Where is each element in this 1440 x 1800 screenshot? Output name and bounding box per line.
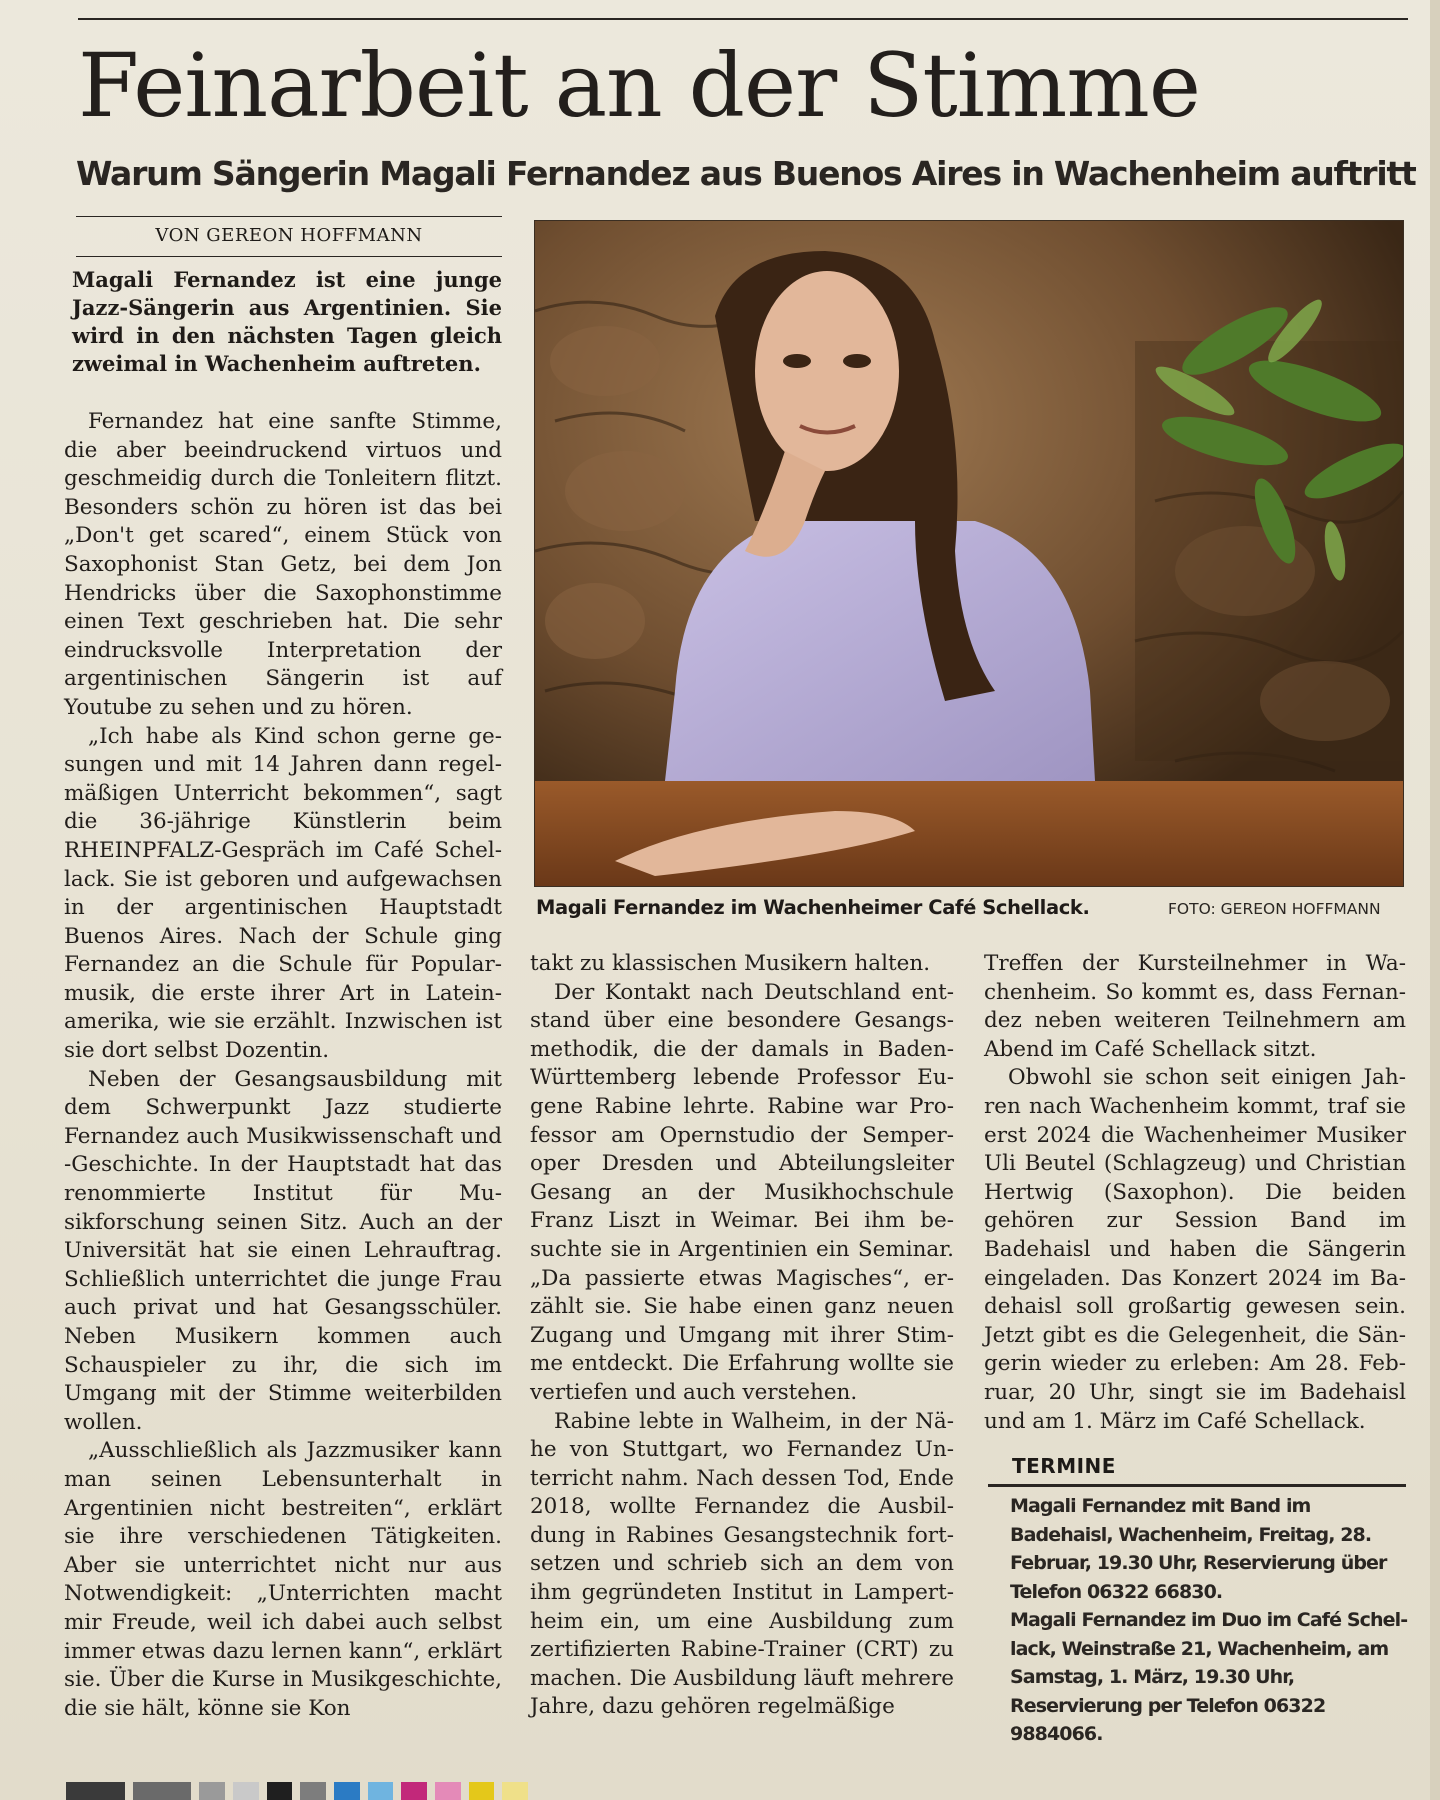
color-swatch [66,1782,125,1800]
color-swatch [133,1782,192,1800]
lead-paragraph: Magali Fernandez ist eine junge Jazz-Sängerin aus Argentinien. Sie wird in den nächsten Tagen gleich zweimal in Wachenheim auftreten. [72,267,502,376]
paragraph: Der Kontakt nach Deutschland entstand über eine besondere Gesangsmethodik, die der damals in Baden-Württemberg lebende Professor Eugene Rabine lehrte. Rabine war Professor am Opernstudio der Semperoper Dresden und Abteilungsleiter Gesang an der Musikhochschule Franz Liszt in Weimar. Bei ihm besuchte sie in Argentinien ein Seminar. „Da passierte etwas Magisches“, erzählt sie. Sie habe einen ganz neuen Zugang und Umgang mit ihrer Stimme entdeckt. Die Erfahrung wollte sie vertiefen und auch verstehen. [530,979,954,1405]
article-photo [534,220,1404,887]
termine-item: Magali Fernandez mit Band im Badehaisl, Wachenheim, Freitag, 28. Februar, 19.30 Uhr, Reservierung über Telefon 06322 66830. [1010,1495,1387,1603]
paragraph: Obwohl sie schon seit einigen Jahren nach Wachenheim kommt, traf sie erst 2024 die Wachenheimer Musiker Uli Beutel (Schlagzeug) und Christian Hertwig (Saxophon). Die beiden gehören zur Session Band im Badehaisl und haben die Sängerin eingeladen. Das Konzert 2024 im Badehaisl soll großartig gewesen sein. Jetzt gibt es die Gelegenheit, die Sängerin wieder zu erleben: Am 28. Februar, 20 Uhr, singt sie im Badehaisl und am 1. März im Café Schellack. [984,1065,1406,1434]
paragraph: „Ich habe als Kind schon gerne gesungen und mit 14 Jahren dann regelmäßigen Unterricht bekommen“, sagt die 36-jährige Künstlerin beim RHEINPFALZ-Gespräch im Café Schellack. Sie ist geboren und aufgewachsen in der argentinischen Hauptstadt Buenos Aires. Nach der Schule ging Fernandez an die Schule für Popularmusik, die erste ihrer Art in Lateinamerika, wie sie erzählt. Inzwischen ist sie dort selbst Dozentin. [64,723,502,1064]
article-column-1 [64,408,502,1723]
color-swatch [435,1782,461,1800]
photo-illustration [535,221,1403,886]
paragraph: Fernandez hat eine sanfte Stimme, die aber beeindruckend virtuos und geschmeidig durch die Tonleitern flitzt. Besonders schön zu hören ist das bei „Don't get scared“, einem Stück von Saxophonist Stan Getz, bei dem Jon Hendricks über die Saxophonstimme einen Text geschrieben hat. Die sehr eindrucksvolle Interpretation der argentinischen Sängerin ist auf Youtube zu sehen und zu hören. [64,409,502,720]
color-swatch [469,1782,495,1800]
color-swatch [300,1782,326,1800]
color-swatch [401,1782,427,1800]
photo-credit: FOTO: GEREON HOFFMANN [1168,900,1381,918]
paragraph: takt zu klassischen Musikern halten. [530,951,931,976]
article-column-3 [984,950,1406,1436]
paragraph: Neben der Gesangsausbildung mit dem Schwerpunkt Jazz studierte Fernandez auch Musikwissenschaft und -Geschichte. In der Hauptstadt hat das renommierte Institut für Musikforschung seinen Sitz. Auch an der Universität hat sie einen Lehrauftrag. Schließlich unterrichtet die junge Frau auch privat und hat Gesangsschüler. Neben Musikern kommen auch Schauspieler zu ihr, die sich im Umgang mit der Stimme weiterbilden wollen. [64,1066,502,1435]
color-swatch [199,1782,225,1800]
paragraph: Treffen der Kursteilnehmer in Wachenheim. So kommt es, dass Fernandez neben weiteren Teilnehmern am Abend im Café Schellack sitzt. [984,951,1406,1062]
subheadline: Warum Sängerin Magali Fernandez aus Buenos Aires in Wachenheim auftritt [76,154,1416,193]
top-rule [78,18,1408,20]
byline: VON GEREON HOFFMANN [155,225,423,246]
termine-rule [988,1484,1406,1487]
paragraph: Rabine lebte in Walheim, in der Nähe von Stuttgart, wo Fernandez Unterricht nahm. Nach dessen Tod, Ende 2018, wollte Fernandez die Ausbildung in Rabines Gesangstechnik fortsetzen und schrieb sich an dem von ihm gegründeten Institut in Lampertheim ein, um eine Ausbildung zum zertifizierten Rabine-Trainer (CRT) zu machen. Die Ausbildung läuft mehrere Jahre, dazu gehören regelmäßige [530,1408,954,1720]
termine-heading: TERMINE [1012,1454,1116,1478]
page-edge [1430,0,1440,1800]
print-color-bar [66,1782,536,1800]
color-swatch [368,1782,394,1800]
byline-rule-top [76,216,502,217]
paragraph: „Ausschließlich als Jazzmusiker kann man seinen Lebensunterhalt in Argentinien nicht bestreiten“, erklärt sie ihre verschiedenen Tätigkeiten. Aber sie unterrichtet nicht nur aus Notwendigkeit: „Unterrichten macht mir Freude, weil ich dabei auch selbst immer etwas dazu lernen kann“, erklärt sie. Über die Kurse in Musikgeschichte, die sie hält, könne sie Kon [64,1438,502,1721]
article-column-2 [530,950,954,1722]
color-swatch [502,1782,528,1800]
photo-caption: Magali Fernandez im Wachenheimer Café Schellack. [536,896,1090,919]
color-swatch [334,1782,360,1800]
byline-rule-bottom [76,256,502,257]
termine-item: Magali Fernandez im Duo im Café Schellack, Weinstraße 21, Wachenheim, am Samstag, 1. März, 19.30 Uhr, Reservierung per Telefon 06322 9884066. [1010,1609,1409,1745]
color-swatch [267,1782,293,1800]
headline: Feinarbeit an der Stimme [78,34,1200,137]
termine-list [1010,1492,1410,1749]
color-swatch [233,1782,259,1800]
